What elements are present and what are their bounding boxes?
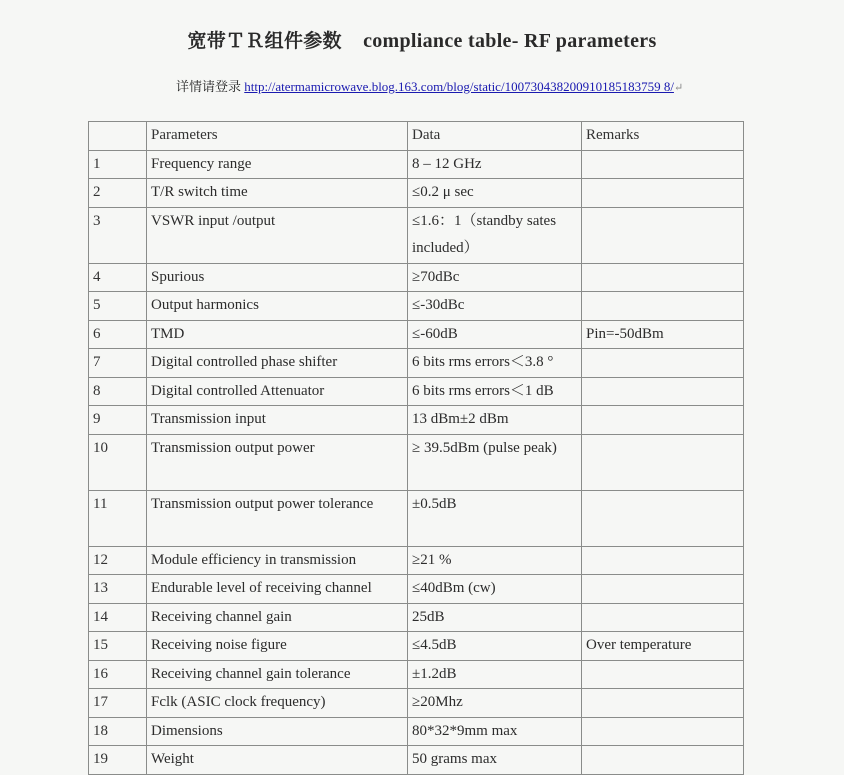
row-remarks bbox=[582, 207, 744, 263]
header-remarks: Remarks bbox=[582, 122, 744, 151]
row-parameter: Module efficiency in transmission bbox=[147, 546, 408, 575]
row-parameter: Receiving channel gain bbox=[147, 603, 408, 632]
row-data: ≥70dBc bbox=[408, 263, 582, 292]
compliance-table bbox=[88, 121, 744, 775]
source-link[interactable]: http://atermamicrowave.blog.163.com/blog/static/100730438200910185183759 8/ bbox=[244, 79, 674, 94]
row-remarks bbox=[582, 575, 744, 604]
row-number: 18 bbox=[89, 717, 147, 746]
table-row bbox=[89, 689, 744, 718]
table-row bbox=[89, 207, 744, 263]
row-remarks bbox=[582, 603, 744, 632]
row-number: 1 bbox=[89, 150, 147, 179]
table-row bbox=[89, 632, 744, 661]
row-parameter: Output harmonics bbox=[147, 292, 408, 321]
row-number: 13 bbox=[89, 575, 147, 604]
table-row bbox=[89, 490, 744, 546]
table-header-row bbox=[89, 122, 744, 151]
row-parameter: VSWR input /output bbox=[147, 207, 408, 263]
row-parameter: Spurious bbox=[147, 263, 408, 292]
row-parameter: TMD bbox=[147, 320, 408, 349]
row-parameter: Digital controlled Attenuator bbox=[147, 377, 408, 406]
table-row bbox=[89, 150, 744, 179]
row-data: ≤-60dB bbox=[408, 320, 582, 349]
table-row bbox=[89, 434, 744, 490]
row-remarks bbox=[582, 546, 744, 575]
row-parameter: Transmission output power bbox=[147, 434, 408, 490]
row-remarks bbox=[582, 349, 744, 378]
row-data: 25dB bbox=[408, 603, 582, 632]
row-parameter: Receiving noise figure bbox=[147, 632, 408, 661]
row-data: ≤40dBm (cw) bbox=[408, 575, 582, 604]
row-number: 8 bbox=[89, 377, 147, 406]
row-data: 80*32*9mm max bbox=[408, 717, 582, 746]
row-remarks bbox=[582, 490, 744, 546]
table-row bbox=[89, 546, 744, 575]
row-parameter: Endurable level of receiving channel bbox=[147, 575, 408, 604]
row-remarks bbox=[582, 746, 744, 775]
row-number: 10 bbox=[89, 434, 147, 490]
table-row bbox=[89, 603, 744, 632]
row-data: ≤1.6：1（standby sates included） bbox=[408, 207, 582, 263]
row-parameter: Digital controlled phase shifter bbox=[147, 349, 408, 378]
row-remarks bbox=[582, 660, 744, 689]
row-parameter: Transmission input bbox=[147, 406, 408, 435]
row-remarks bbox=[582, 292, 744, 321]
table-row bbox=[89, 717, 744, 746]
row-remarks bbox=[582, 263, 744, 292]
row-data: 8 – 12 GHz bbox=[408, 150, 582, 179]
row-parameter: T/R switch time bbox=[147, 179, 408, 208]
row-remarks: Pin=-50dBm bbox=[582, 320, 744, 349]
row-remarks bbox=[582, 717, 744, 746]
row-number: 12 bbox=[89, 546, 147, 575]
header-data: Data bbox=[408, 122, 582, 151]
table-row bbox=[89, 179, 744, 208]
page-title bbox=[0, 26, 844, 53]
table-row bbox=[89, 660, 744, 689]
row-remarks bbox=[582, 689, 744, 718]
row-data: ≥21 % bbox=[408, 546, 582, 575]
table-row bbox=[89, 746, 744, 775]
row-number: 14 bbox=[89, 603, 147, 632]
row-data: ±1.2dB bbox=[408, 660, 582, 689]
title-chinese: 宽带ＴＲ组件参数 bbox=[187, 30, 342, 52]
row-data: ±0.5dB bbox=[408, 490, 582, 546]
row-remarks bbox=[582, 434, 744, 490]
row-number: 7 bbox=[89, 349, 147, 378]
row-parameter: Weight bbox=[147, 746, 408, 775]
row-parameter: Fclk (ASIC clock frequency) bbox=[147, 689, 408, 718]
table-row bbox=[89, 263, 744, 292]
row-data: ≤4.5dB bbox=[408, 632, 582, 661]
row-number: 9 bbox=[89, 406, 147, 435]
header-no bbox=[89, 122, 147, 151]
table-row bbox=[89, 406, 744, 435]
row-remarks bbox=[582, 150, 744, 179]
row-number: 19 bbox=[89, 746, 147, 775]
row-data: ≤-30dBc bbox=[408, 292, 582, 321]
row-number: 15 bbox=[89, 632, 147, 661]
paragraph-mark-icon: ↵ bbox=[673, 82, 684, 94]
row-remarks bbox=[582, 377, 744, 406]
title-english: compliance table- RF parameters bbox=[363, 30, 657, 52]
row-remarks bbox=[582, 406, 744, 435]
header-parameters: Parameters bbox=[147, 122, 408, 151]
row-data: ≤0.2 μ sec bbox=[408, 179, 582, 208]
table-row bbox=[89, 320, 744, 349]
row-parameter: Dimensions bbox=[147, 717, 408, 746]
row-number: 3 bbox=[89, 207, 147, 263]
row-parameter: Transmission output power tolerance bbox=[147, 490, 408, 546]
source-line bbox=[176, 76, 683, 95]
table-row bbox=[89, 377, 744, 406]
row-data: ≥20Mhz bbox=[408, 689, 582, 718]
source-prefix: 详情请登录 bbox=[176, 80, 242, 95]
row-data: 6 bits rms errors＜1 dB bbox=[408, 377, 582, 406]
row-data: ≥ 39.5dBm (pulse peak) bbox=[408, 434, 582, 490]
row-number: 17 bbox=[89, 689, 147, 718]
row-number: 6 bbox=[89, 320, 147, 349]
table-row bbox=[89, 575, 744, 604]
row-data: 13 dBm±2 dBm bbox=[408, 406, 582, 435]
row-parameter: Frequency range bbox=[147, 150, 408, 179]
row-number: 16 bbox=[89, 660, 147, 689]
row-data: 6 bits rms errors＜3.8 ° bbox=[408, 349, 582, 378]
table-row bbox=[89, 349, 744, 378]
row-number: 4 bbox=[89, 263, 147, 292]
row-number: 11 bbox=[89, 490, 147, 546]
row-number: 5 bbox=[89, 292, 147, 321]
row-remarks: Over temperature bbox=[582, 632, 744, 661]
row-parameter: Receiving channel gain tolerance bbox=[147, 660, 408, 689]
row-remarks bbox=[582, 179, 744, 208]
row-data: 50 grams max bbox=[408, 746, 582, 775]
row-number: 2 bbox=[89, 179, 147, 208]
table-row bbox=[89, 292, 744, 321]
